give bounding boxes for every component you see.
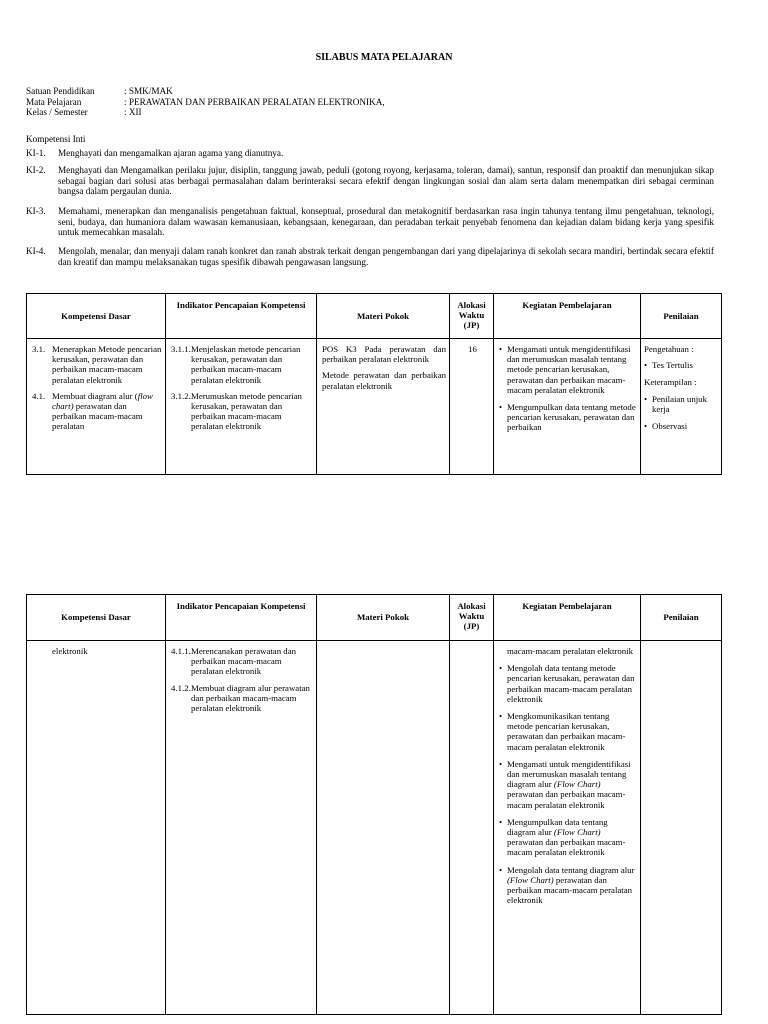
kegiatan-item: • Mengkomunikasikan tentang metode pencarian kerusakan, perawatan dan perbaikan macam-macam peralatan elektronik [499,711,626,752]
ipk-number: 3.1.2. [171,390,191,401]
ki-item-4 [26,246,714,267]
kegiatan-item: • Mengumpulkan data tentang diagram alur (Flow Chart) perawatan dan perbaikan macam-macam peralatan elektronik [499,816,626,858]
ki-text: Menghayati dan mengamalkan ajaran agama yang dianutnya. [58,148,284,158]
kegiatan-item: • Mengamati untuk mengidentifikasi dan merumuskan masalah tentang metode pencarian kerusakan, perawatan dan perbaikan macam-macam peralatan elektronik [499,344,631,395]
ki-item-2 [26,165,714,197]
header-kegiatan: Kegiatan Pembelajaran [494,294,641,339]
table-row [27,339,722,475]
penilaian-item: • Penilaian unjuk kerja [644,393,707,414]
ipk-item [171,391,313,432]
header-materi-pokok: Materi Pokok [317,595,450,641]
kegiatan-item: • Mengumpulkan data tentang metode pencarian kerusakan, perawatan dan perbaikan [499,402,636,433]
ki-code: KI-2. [26,165,46,175]
ki-item-1 [26,148,714,159]
kd-text: elektronik [52,646,88,656]
penilaian-label: Keterampilan : [644,377,697,388]
penilaian-cell [641,339,722,475]
header-kompetensi-dasar: Kompetensi Dasar [27,294,166,339]
penilaian-cell [641,641,722,1015]
kegiatan-item: • Mengamati untuk mengidentifikasi dan merumuskan masalah tentang diagram alur (Flow Chart) perawatan dan perbaikan macam-macam peralatan elektronik [499,758,631,810]
alokasi-value: 16 [468,344,477,354]
ipk-number: 4.1.1. [171,646,191,656]
ipk-text: Membuat diagram alur perawatan dan perbaikan macam-macam peralatan elektronik [191,682,310,714]
bullet-icon: • [644,421,648,432]
header-indikator: Indikator Pencapaian Kompetensi [166,294,317,339]
materi-cell [317,641,450,1015]
bullet-icon: • [499,816,503,827]
kd-cell [27,339,166,475]
bullet-icon: • [499,864,503,875]
meta-label: Mata Pelajaran [26,96,82,107]
header-penilaian: Penilaian [641,294,722,339]
penilaian-item: • Tes Tertulis [644,360,693,371]
syllabus-table-1 [26,293,722,475]
document-title: SILABUS MATA PELAJARAN [315,52,453,63]
ki-code: KI-1. [26,148,46,158]
meta-value: : PERAWATAN DAN PERBAIKAN PERALATAN ELEKTRONIKA, [124,96,385,107]
ipk-item [171,646,313,677]
materi-item: POS K3 Pada perawatan dan perbaikan peralatan elektronik [322,344,446,365]
ki-item-3 [26,206,714,238]
table-row [27,641,722,1015]
bullet-icon: • [644,360,648,371]
ipk-number: 4.1.2. [171,682,191,693]
ipk-text: Menjelaskan metode pencarian kerusakan, perawatan dan perbaikan macam-macam peralatan elektronik [191,344,301,385]
kegiatan-cell [494,641,641,1015]
kd-item [32,344,162,385]
header-materi-pokok: Materi Pokok [317,294,450,339]
bullet-icon: • [499,758,503,769]
ki-code: KI-3. [26,206,46,216]
meta-label: Satuan Pendidikan [26,86,95,96]
bullet-icon: • [499,663,503,674]
kegiatan-item: • Mengolah data tentang diagram alur (Flow Chart) perawatan dan perbaikan macam-macam peralatan elektronik [499,864,635,906]
kegiatan-cell [494,339,641,475]
alokasi-cell [450,339,494,475]
ipk-text: Merumuskan metode pencarian kerusakan, perawatan dan perbaikan macam-macam peralatan elektronik [191,390,302,432]
bullet-icon: • [499,402,503,413]
meta-block [26,86,385,118]
penilaian-item: • Observasi [644,421,688,432]
header-kegiatan: Kegiatan Pembelajaran [494,595,641,641]
ki-code: KI-4. [26,246,46,256]
materi-cell [317,339,450,475]
meta-row-mapel [26,97,385,108]
ipk-item [171,683,313,714]
ipk-text: Merencanakan perawatan dan perbaikan macam-macam peralatan elektronik [191,646,297,677]
ipk-number: 3.1.1. [171,344,191,354]
ipk-cell [166,339,317,475]
header-kompetensi-dasar: Kompetensi Dasar [27,595,166,641]
ki-text: Mengolah, menalar, dan menyaji dalam ranah konkret dan ranah abstrak terkait dengan pengembangan dari yang dipelajarinya di sekolah secara mandiri, bertindak secara efektif dan kreatif dan mampu melaksanakan tugas spesifik dibawah pengawasan langsung. [58,246,714,267]
meta-value: : SMK/MAK [124,86,173,96]
ipk-cell [166,641,317,1015]
ki-text: Menghayati dan Mengamalkan perilaku jujur, disiplin, tanggung jawab, peduli (gotong royong, kerjasama, toleran, damai), santun, responsif dan proaktif dan menunjukan sikap sebagai bagian dari solusi atas berbagai permasalahan dalam berinteraksi secara efektif dengan lingkungan sosial dan alam serta dalam menempatkan diri sebagai cerminan bangsa dalam pergaulan dunia. [58,165,714,197]
alokasi-cell [450,641,494,1015]
kegiatan-continuation: macam-macam peralatan elektronik [507,646,634,656]
penilaian-label: Pengetahuan : [644,344,694,354]
table-header-row [27,595,722,641]
table-header-row [27,294,722,339]
header-alokasi-waktu: Alokasi Waktu (JP) [450,294,494,339]
header-penilaian: Penilaian [641,595,722,641]
ki-text: Memahami, menerapkan dan menganalisis pengetahuan faktual, konseptual, prosedural dan metakognitif berdasarkan rasa ingin tahunya tentang ilmu pengetahuan, teknologi, seni, budaya, dan humaniora dalam wawasan kemanusiaan, kebangsaan, kenegaraan, dan peradaban terkait penyebab fenomena dan kejadian dalam bidang kerja yang spesifik untuk memecahkan masalah. [58,206,714,238]
meta-label: Kelas / Semester [26,107,88,118]
header-alokasi-waktu: Alokasi Waktu (JP) [450,595,494,641]
bullet-icon: • [644,393,648,404]
kd-text: Menerapkan Metode pencarian kerusakan, perawatan dan perbaikan macam-macam peralatan elektronik [52,344,162,385]
kd-number: 3.1. [32,344,46,354]
header-indikator: Indikator Pencapaian Kompetensi [166,595,317,641]
bullet-icon: • [499,711,503,722]
syllabus-table-2 [26,594,722,1015]
kd-cell [27,641,166,1015]
bullet-icon: • [499,344,503,354]
kd-number: 4.1. [32,390,46,401]
kd-item [32,391,162,432]
kegiatan-item: • Mengolah data tentang metode pencarian kerusakan, perawatan dan perbaikan macam-macam peralatan elektronik [499,663,635,704]
ki-heading: Kompetensi Inti [26,134,86,144]
materi-item: Metode perawatan dan perbaikan peralatan elektronik [322,370,446,391]
meta-value: : XII [124,107,142,118]
meta-row-satuan [26,86,385,97]
ipk-item [171,344,313,385]
kd-text: Membuat diagram alur (flow chart) perawatan dan perbaikan macam-macam peralatan [52,390,153,432]
meta-row-kelas [26,107,385,118]
